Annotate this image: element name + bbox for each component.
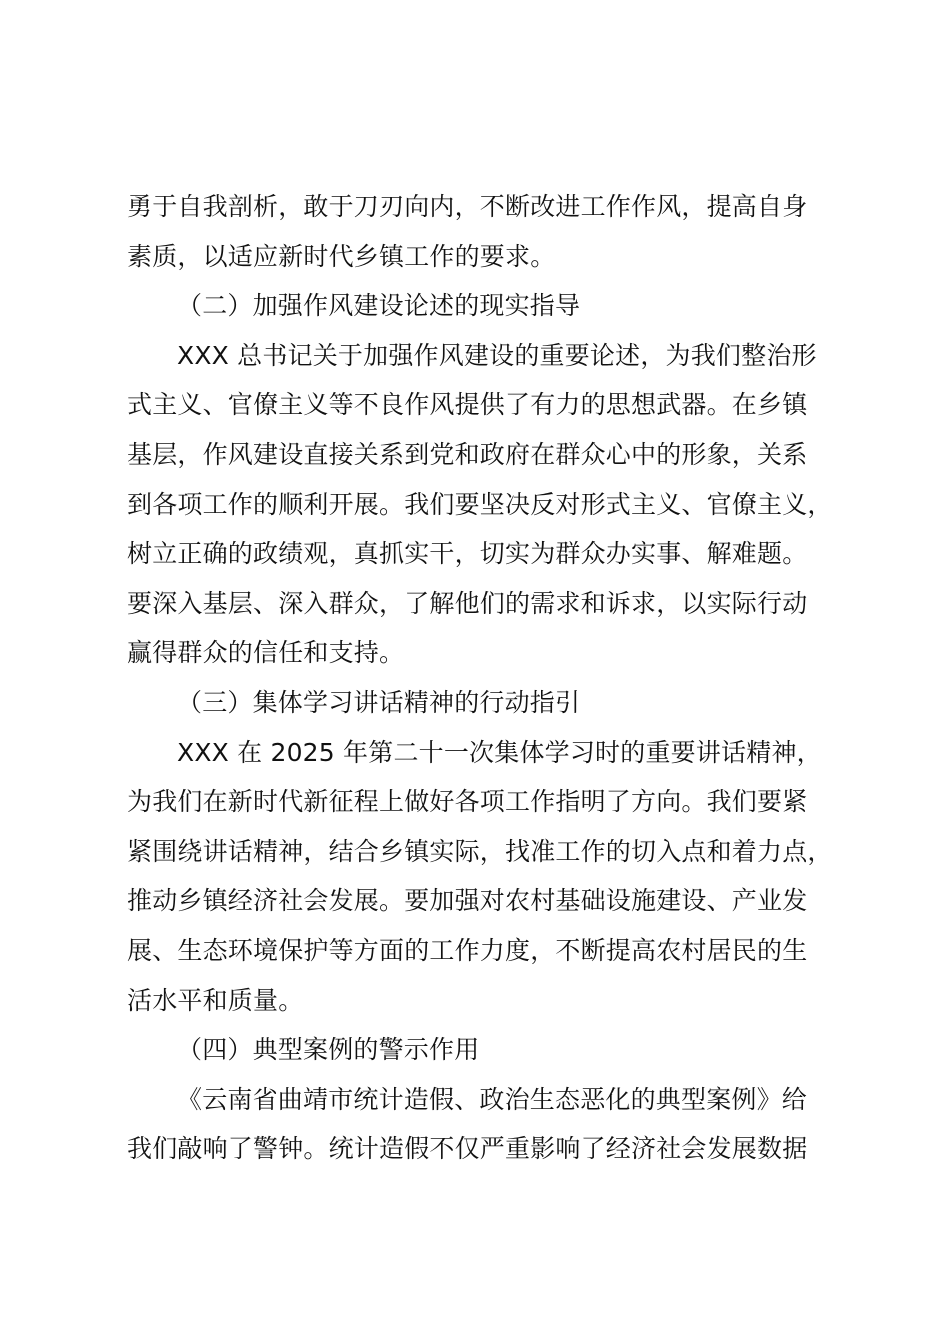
body-text-line: 素质，以适应新时代乡镇工作的要求。 <box>127 241 556 271</box>
paragraph-first-line: XXX 总书记关于加强作风建设的重要论述，为我们整治形 <box>177 340 817 370</box>
paragraph-first-line: 《云南省曲靖市统计造假、政治生态恶化的典型案例》给 <box>177 1084 808 1114</box>
section-heading-2: （二）加强作风建设论述的现实指导 <box>177 291 581 321</box>
body-text-line: 树立正确的政绩观，真抓实干，切实为群众办实事、解难题。 <box>127 539 808 569</box>
body-text-line: 展、生态环境保护等方面的工作力度，不断提高农村居民的生 <box>127 935 808 965</box>
body-text-line: 要深入基层、深入群众，了解他们的需求和诉求，以实际行动 <box>127 588 808 618</box>
body-text-line: 式主义、官僚主义等不良作风提供了有力的思想武器。在乡镇 <box>127 390 808 420</box>
body-text-line: 赢得群众的信任和支持。 <box>127 638 405 668</box>
body-text-line: 为我们在新时代新征程上做好各项工作指明了方向。我们要紧 <box>127 787 808 817</box>
body-text-line: 到各项工作的顺利开展。我们要坚决反对形式主义、官僚主义， <box>127 489 833 519</box>
body-text-line: 我们敲响了警钟。统计造假不仅严重影响了经济社会发展数据 <box>127 1134 808 1164</box>
document-body <box>127 182 852 1174</box>
body-text-line: 推动乡镇经济社会发展。要加强对农村基础设施建设、产业发 <box>127 886 808 916</box>
body-text-line: 紧围绕讲话精神，结合乡镇实际，找准工作的切入点和着力点， <box>127 836 833 866</box>
body-text-line: 勇于自我剖析，敢于刀刃向内，不断改进工作作风，提高自身 <box>127 192 808 221</box>
paragraph-first-line: XXX 在 2025 年第二十一次集体学习时的重要讲话精神， <box>177 737 822 767</box>
body-text-line: 活水平和质量。 <box>127 985 304 1015</box>
body-text-line: 基层，作风建设直接关系到党和政府在群众心中的形象，关系 <box>127 439 808 469</box>
section-heading-3: （三）集体学习讲话精神的行动指引 <box>177 687 581 717</box>
section-heading-4: （四）典型案例的警示作用 <box>177 1035 480 1065</box>
